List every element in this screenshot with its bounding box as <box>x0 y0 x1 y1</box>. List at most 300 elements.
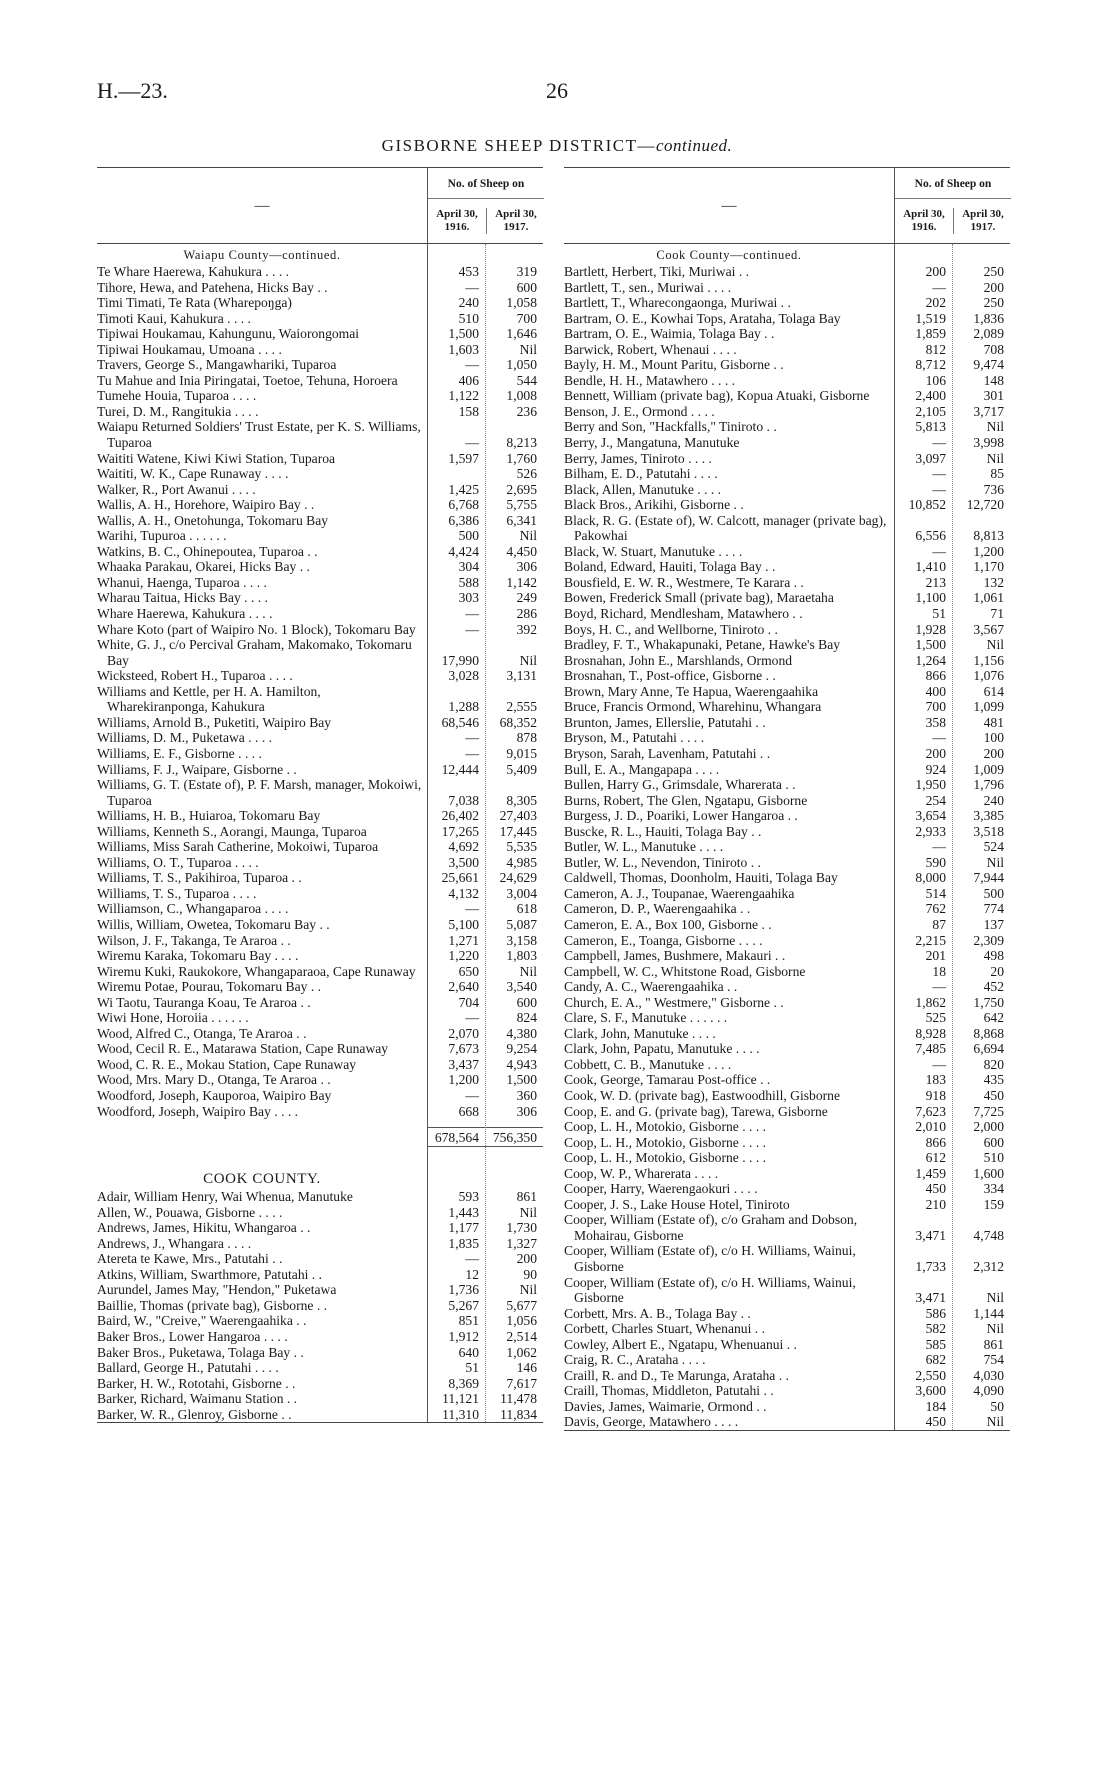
owner-name: Cameron, D. P., Waerengaahika . . <box>564 901 751 917</box>
owner-name: Atereta te Kawe, Mrs., Patutahi . . <box>97 1251 283 1267</box>
sheep-1917: 4,450 <box>506 543 537 559</box>
sheep-1916: 303 <box>458 590 479 606</box>
sheep-1916: 26,402 <box>441 808 479 824</box>
owner-name: Church, E. A., " Westmere," Gisborne . . <box>564 994 784 1010</box>
sheep-1916: 4,692 <box>448 839 479 855</box>
sheep-1916: — <box>465 435 479 451</box>
sheep-1917: Nil <box>519 528 537 544</box>
sheep-1917: 4,090 <box>973 1383 1004 1399</box>
sheep-1916: 17,265 <box>441 823 479 839</box>
sheep-1916: — <box>932 1056 946 1072</box>
sheep-1916: 593 <box>458 1189 479 1205</box>
table-row <box>564 342 1010 358</box>
owner-name: Wood, Alfred C., Otanga, Te Araroa . . <box>97 1025 307 1041</box>
owner-name: Wallis, A. H., Onetohunga, Tokomaru Bay <box>97 512 329 528</box>
table-row <box>97 326 543 342</box>
table-row <box>564 1026 1010 1042</box>
owner-name: Cook, George, Tamarau Post-office . . <box>564 1072 771 1088</box>
sheep-1917: 85 <box>990 466 1004 482</box>
sheep-1916: 5,100 <box>448 916 479 932</box>
owner-name: Allen, W., Pouawa, Gisborne . . . . <box>97 1204 283 1220</box>
owner-name: Whare Haerewa, Kahukura . . . . <box>97 606 273 622</box>
table-row <box>97 388 543 404</box>
sheep-1916: 1,862 <box>915 994 946 1010</box>
sheep-1917: 754 <box>983 1352 1004 1368</box>
sheep-1917: Nil <box>986 1290 1004 1306</box>
sheep-1916: 1,950 <box>915 777 946 793</box>
sheep-1917: 435 <box>983 1072 1004 1088</box>
owner-name: Williams, F. J., Waipare, Gisborne . . <box>97 761 297 777</box>
right-header-dash: — <box>721 198 737 214</box>
left-sheep-group <box>427 168 544 243</box>
sheep-1916: 1,459 <box>915 1165 946 1181</box>
table-row <box>564 637 1010 653</box>
sheep-1917: 1,142 <box>506 574 537 590</box>
sheep-1916: 400 <box>925 683 946 699</box>
left-col-1917: April 30, 1917. <box>486 208 545 234</box>
owner-name: Williams, Arnold B., Puketiti, Waipiro Bay <box>97 714 332 730</box>
sheep-1917: 2,089 <box>973 326 1004 342</box>
table-row <box>564 933 1010 949</box>
sheep-1917: 526 <box>516 466 537 482</box>
table-row <box>97 1205 543 1221</box>
sheep-1916: 700 <box>925 699 946 715</box>
table-row <box>564 824 1010 840</box>
sheep-1917: 2,695 <box>506 481 537 497</box>
owner-name: Wiremu Kuki, Raukokore, Whangaparaoa, Cape Runaway <box>97 963 416 979</box>
sheep-1916: 1,200 <box>448 1072 479 1088</box>
sheep-1916: 1,912 <box>448 1329 479 1344</box>
right-entry-list <box>564 264 1010 1430</box>
owner-name: Whaaka Parakau, Okarei, Hicks Bay . . <box>97 559 310 575</box>
left-entry-list-2 <box>97 1189 543 1422</box>
sheep-1916: 514 <box>925 885 946 901</box>
owner-name: Coop, L. H., Motokio, Gisborne . . . . <box>564 1150 767 1166</box>
sheep-1916: 450 <box>925 1414 946 1430</box>
table-row <box>97 1282 543 1298</box>
sheep-1916: 650 <box>458 963 479 979</box>
sheep-1917: 306 <box>516 559 537 575</box>
table-row <box>97 1313 543 1329</box>
owner-name: Craig, R. C., Arataha . . . . <box>564 1352 706 1368</box>
sheep-1917: 736 <box>983 481 1004 497</box>
owner-name: Boyd, Richard, Mendlesham, Matawhero . . <box>564 606 803 622</box>
sheep-1916: 7,038 <box>448 792 479 808</box>
right-table-body <box>564 244 1010 1431</box>
table-row <box>564 326 1010 342</box>
table-row <box>97 1026 543 1042</box>
table-row <box>564 497 1010 513</box>
sheep-1916: 1,288 <box>448 699 479 715</box>
sheep-1916: 87 <box>932 916 946 932</box>
sheep-1917: 1,646 <box>506 326 537 342</box>
table-row <box>564 451 1010 467</box>
table-row <box>564 1010 1010 1026</box>
right-group-title: No. of Sheep on <box>895 168 1011 199</box>
table-row <box>97 1391 543 1407</box>
table-row <box>97 264 543 280</box>
title-continued: continued. <box>656 136 733 155</box>
sheep-1917: 642 <box>983 1010 1004 1026</box>
owner-name: Bowen, Frederick Small (private bag), Maraetaha <box>564 590 834 606</box>
sheep-1917: 544 <box>516 372 537 388</box>
sheep-1916: 762 <box>925 901 946 917</box>
table-row <box>97 497 543 513</box>
owner-name: Williams, T. S., Tuparoa . . . . <box>97 885 257 901</box>
owner-name: Bartram, O. E., Kowhai Tops, Arataha, Tolaga Bay <box>564 310 841 326</box>
table-row <box>564 653 1010 669</box>
sheep-1916: 682 <box>925 1352 946 1368</box>
sheep-1916: 1,220 <box>448 948 479 964</box>
sheep-1916: 254 <box>925 792 946 808</box>
table-row <box>564 1181 1010 1197</box>
sheep-1916: — <box>932 543 946 559</box>
sheep-1917: 240 <box>983 792 1004 808</box>
sheep-1916: 7,623 <box>915 1103 946 1119</box>
sheep-1917: 7,725 <box>973 1103 1004 1119</box>
owner-name: Cooper, J. S., Lake House Hotel, Tiniroto <box>564 1196 790 1212</box>
table-row <box>564 948 1010 964</box>
sheep-1917: 100 <box>983 730 1004 746</box>
sheep-1916: 1,736 <box>448 1282 479 1298</box>
sheep-1917: Nil <box>986 450 1004 466</box>
sheep-1916: 12 <box>465 1266 479 1282</box>
sheep-1917: 2,555 <box>506 699 537 715</box>
sheep-1917: 132 <box>983 574 1004 590</box>
table-row <box>97 404 543 420</box>
table-row <box>97 808 543 824</box>
sheep-1916: 2,933 <box>915 823 946 839</box>
sheep-1917: 11,478 <box>500 1391 537 1407</box>
owner-name: Whanui, Haenga, Tuparoa . . . . <box>97 574 267 590</box>
sheep-1917: 200 <box>983 279 1004 295</box>
sheep-1917: Nil <box>986 1321 1004 1337</box>
table-row <box>564 1072 1010 1088</box>
sheep-1916: 11,121 <box>442 1391 479 1407</box>
owner-name: Brown, Mary Anne, Te Hapua, Waerengaahika <box>564 683 819 699</box>
sheep-1916: 1,425 <box>448 481 479 497</box>
table-row <box>97 311 543 327</box>
owner-name: Williams and Kettle, per H. A. Hamilton, Wharekiranponga, Kahukura <box>97 683 321 715</box>
table-row <box>564 357 1010 373</box>
sheep-1916: 8,369 <box>448 1375 479 1391</box>
table-row <box>564 1383 1010 1399</box>
sheep-1916: 586 <box>925 1305 946 1321</box>
sheep-1916: 3,471 <box>915 1290 946 1306</box>
sheep-1916: — <box>932 839 946 855</box>
table-row <box>564 762 1010 778</box>
table-row <box>564 311 1010 327</box>
sheep-1917: 1,327 <box>506 1235 537 1251</box>
owner-name: Corbett, Mrs. A. B., Tolaga Bay . . <box>564 1305 751 1321</box>
sheep-1916: 612 <box>925 1150 946 1166</box>
table-row <box>564 1212 1010 1243</box>
owner-name: Black, R. G. (Estate of), W. Calcott, manager (private bag), Pakowhai <box>564 512 887 544</box>
sheep-1916: 8,000 <box>915 870 946 886</box>
sheep-1916: 3,028 <box>448 668 479 684</box>
sheep-1916: 1,122 <box>448 388 479 404</box>
owner-name: Black, Allen, Manutuke . . . . <box>564 481 722 497</box>
owner-name: Cooper, Harry, Waerengaokuri . . . . <box>564 1181 758 1197</box>
sheep-1917: 12,720 <box>966 497 1004 513</box>
sheep-1917: 1,099 <box>973 699 1004 715</box>
left-header-dash: — <box>254 198 270 214</box>
owner-name: Barwick, Robert, Whenaui . . . . <box>564 341 737 357</box>
sheep-1917: 861 <box>983 1336 1004 1352</box>
table-row <box>97 544 543 560</box>
right-col-1916: April 30, 1916. <box>903 208 945 233</box>
sheep-1917: 1,056 <box>506 1313 537 1329</box>
owner-name: Black Bros., Arikihi, Gisborne . . <box>564 497 744 513</box>
owner-name: Black, W. Stuart, Manutuke . . . . <box>564 543 743 559</box>
table-row <box>97 1041 543 1057</box>
sheep-1917: 1,009 <box>973 761 1004 777</box>
table-row <box>564 1414 1010 1430</box>
table-row <box>564 280 1010 296</box>
owner-name: Wicksteed, Robert H., Tuparoa . . . . <box>97 668 293 684</box>
sheep-1917: 600 <box>516 279 537 295</box>
sheep-1916: 640 <box>458 1344 479 1360</box>
owner-name: Woodford, Joseph, Waipiro Bay . . . . <box>97 1103 299 1119</box>
sheep-1917: 3,158 <box>506 932 537 948</box>
table-row <box>564 684 1010 700</box>
table-row <box>564 1119 1010 1135</box>
owner-name: Baillie, Thomas (private bag), Gisborne . . <box>97 1297 328 1313</box>
sheep-1916: 304 <box>458 559 479 575</box>
owner-name: Wood, C. R. E., Mokau Station, Cape Runaway <box>97 1056 357 1072</box>
sheep-1917: 392 <box>516 621 537 637</box>
sheep-1917: 148 <box>983 372 1004 388</box>
sheep-1916: — <box>465 1087 479 1103</box>
owner-name: Berry, James, Tiniroto . . . . <box>564 450 712 466</box>
sheep-1917: 3,567 <box>973 621 1004 637</box>
document-code: H.—23. <box>97 78 168 103</box>
sheep-1916: 200 <box>925 264 946 279</box>
sheep-1916: 213 <box>925 574 946 590</box>
table-row <box>97 933 543 949</box>
owner-name: Aurundel, James May, "Hendon," Puketawa <box>97 1282 337 1298</box>
table-row <box>564 901 1010 917</box>
sheep-1917: 600 <box>983 1134 1004 1150</box>
sheep-1916: 51 <box>932 606 946 622</box>
sheep-1917: 774 <box>983 901 1004 917</box>
sheep-1916: — <box>932 481 946 497</box>
sheep-1916: 10,852 <box>908 497 946 513</box>
table-row <box>97 1376 543 1392</box>
sheep-1917: 20 <box>990 963 1004 979</box>
sheep-1916: 6,768 <box>448 497 479 513</box>
owner-name: Cooper, William (Estate of), c/o H. Williams, Wainui, Gisborne <box>564 1274 856 1306</box>
table-row <box>97 995 543 1011</box>
owner-name: Clark, John, Manutuke . . . . <box>564 1025 716 1041</box>
owner-name: Bayly, H. M., Mount Paritu, Gisborne . . <box>564 357 784 373</box>
table-row <box>97 979 543 995</box>
table-row <box>564 544 1010 560</box>
table-row <box>97 528 543 544</box>
sheep-1916: 918 <box>925 1087 946 1103</box>
table-row <box>564 1135 1010 1151</box>
sheep-1916: 812 <box>925 341 946 357</box>
sheep-1916: 6,386 <box>448 512 479 528</box>
owner-name: Bartlett, Herbert, Tiki, Muriwai . . <box>564 264 750 279</box>
table-row <box>564 808 1010 824</box>
owner-name: Wiremu Karaka, Tokomaru Bay . . . . <box>97 948 299 964</box>
table-row <box>97 886 543 902</box>
owner-name: Buscke, R. L., Hauiti, Tolaga Bay . . <box>564 823 762 839</box>
sheep-1916: — <box>465 745 479 761</box>
sheep-1916: 450 <box>925 1181 946 1197</box>
sheep-1917: 319 <box>516 264 537 279</box>
sheep-1917: Nil <box>986 637 1004 653</box>
table-row <box>97 357 543 373</box>
owner-name: Williams, E. F., Gisborne . . . . <box>97 745 262 761</box>
sheep-1916: — <box>465 606 479 622</box>
sheep-1916: 202 <box>925 295 946 311</box>
sheep-1917: 524 <box>983 839 1004 855</box>
table-row <box>97 1104 543 1120</box>
sheep-1916: 4,424 <box>448 543 479 559</box>
sheep-1917: 481 <box>983 714 1004 730</box>
sheep-1916: 1,597 <box>448 450 479 466</box>
sheep-1917: 861 <box>516 1189 537 1205</box>
sheep-1916: 585 <box>925 1336 946 1352</box>
sheep-1917: 236 <box>516 403 537 419</box>
table-row <box>97 1251 543 1267</box>
sheep-1917: 3,717 <box>973 403 1004 419</box>
sheep-1916: 17,990 <box>441 652 479 668</box>
table-row <box>564 1088 1010 1104</box>
owner-name: Baker Bros., Lower Hangaroa . . . . <box>97 1329 288 1344</box>
owner-name: Tipiwai Houkamau, Kahungunu, Waiorongomai <box>97 326 360 342</box>
sheep-1916: — <box>465 621 479 637</box>
sheep-1916: 11,310 <box>442 1406 479 1422</box>
sheep-1917: 4,748 <box>973 1227 1004 1243</box>
page-title <box>0 136 1114 156</box>
sheep-1916: 2,105 <box>915 403 946 419</box>
owner-name: Cameron, A. J., Toupanae, Waerengaahika <box>564 885 795 901</box>
sheep-1916: 704 <box>458 994 479 1010</box>
table-row <box>97 1010 543 1026</box>
owner-name: Tumehe Houia, Tuparoa . . . . <box>97 388 257 404</box>
owner-name: Burns, Robert, The Glen, Ngatapu, Gisborne <box>564 792 808 808</box>
table-row <box>564 1243 1010 1274</box>
sheep-1917: 614 <box>983 683 1004 699</box>
owner-name: Bendle, H. H., Matawhero . . . . <box>564 372 736 388</box>
page-number: 26 <box>546 78 568 103</box>
owner-name: Butler, W. L., Manutuke . . . . <box>564 839 724 855</box>
table-row <box>564 435 1010 451</box>
table-row <box>97 839 543 855</box>
sheep-1917: Nil <box>986 854 1004 870</box>
table-row <box>97 730 543 746</box>
sheep-1916: 3,097 <box>915 450 946 466</box>
table-row <box>564 995 1010 1011</box>
sheep-1917: 1,730 <box>506 1220 537 1236</box>
sheep-1917: 1,760 <box>506 450 537 466</box>
sheep-1917: 4,985 <box>506 854 537 870</box>
sheep-1917: 27,403 <box>499 808 537 824</box>
owner-name: Williams, T. S., Pakihiroa, Tuparoa . . <box>97 870 302 886</box>
sheep-1917: 2,312 <box>973 1259 1004 1274</box>
sheep-1917: 700 <box>516 310 537 326</box>
sheep-1916: 1,733 <box>915 1259 946 1274</box>
sheep-1917: 878 <box>516 730 537 746</box>
owner-name: Atkins, William, Swarthmore, Patutahi . . <box>97 1266 322 1282</box>
owner-name: Wiremu Potae, Pourau, Tokomaru Bay . . <box>97 979 322 995</box>
table-row <box>564 1399 1010 1415</box>
sheep-1917: 4,380 <box>506 1025 537 1041</box>
sheep-1917: 4,943 <box>506 1056 537 1072</box>
sheep-1916: — <box>932 730 946 746</box>
sheep-1916: 7,673 <box>448 1041 479 1057</box>
sheep-1916: 1,519 <box>915 310 946 326</box>
sheep-1917: 1,008 <box>506 388 537 404</box>
left-table-header <box>97 168 543 244</box>
sheep-1917: 8,813 <box>973 528 1004 544</box>
sheep-1916: 106 <box>925 372 946 388</box>
sheep-1916: — <box>465 279 479 295</box>
table-row <box>97 964 543 980</box>
sheep-1917: 500 <box>983 885 1004 901</box>
sheep-1916: 1,443 <box>448 1204 479 1220</box>
sheep-1916: 2,215 <box>915 932 946 948</box>
owner-name: Cook, W. D. (private bag), Eastwoodhill, Gisborne <box>564 1087 840 1103</box>
right-sheep-group <box>894 168 1011 243</box>
sheep-1916: 406 <box>458 372 479 388</box>
owner-name: Cowley, Albert E., Ngatapu, Whenuanui . . <box>564 1336 797 1352</box>
sheep-1917: Nil <box>986 419 1004 435</box>
sheep-1916: 184 <box>925 1398 946 1414</box>
table-row <box>97 373 543 389</box>
owner-name: Baker Bros., Puketawa, Tolaga Bay . . <box>97 1344 304 1360</box>
sheep-1917: 301 <box>983 388 1004 404</box>
sheep-1917: 1,500 <box>506 1072 537 1088</box>
sheep-1916: — <box>932 466 946 482</box>
section-title: Waiapu County—continued. <box>183 248 341 262</box>
table-row <box>564 839 1010 855</box>
table-row <box>564 1352 1010 1368</box>
table-row <box>97 590 543 606</box>
table-row <box>564 668 1010 684</box>
owner-name: Williams, D. M., Puketawa . . . . <box>97 730 273 746</box>
table-row <box>97 777 543 808</box>
sheep-1917: 9,015 <box>506 745 537 761</box>
sheep-1917: 200 <box>516 1251 537 1267</box>
sheep-1917: 1,156 <box>973 652 1004 668</box>
sheep-1916: 2,640 <box>448 979 479 995</box>
table-row <box>564 575 1010 591</box>
owner-name: Travers, George S., Mangawhariki, Tuparoa <box>97 357 337 373</box>
sheep-1917: 1,836 <box>973 310 1004 326</box>
sheep-1917: 286 <box>516 606 537 622</box>
owner-name: Willis, William, Owetea, Tokomaru Bay . . <box>97 916 330 932</box>
table-row <box>97 1329 543 1345</box>
owner-name: Clark, John, Papatu, Manutuke . . . . <box>564 1041 760 1057</box>
sheep-1917: 1,750 <box>973 994 1004 1010</box>
table-row <box>564 1321 1010 1337</box>
table-row <box>97 559 543 575</box>
owner-name: Candy, A. C., Waerengaahika . . <box>564 979 738 995</box>
right-table-header <box>564 168 1010 244</box>
table-row <box>97 1057 543 1073</box>
sheep-1916: — <box>465 357 479 373</box>
sheep-1917: Nil <box>519 1282 537 1298</box>
sheep-1917: 146 <box>516 1360 537 1376</box>
owner-name: Williams, O. T., Tuparoa . . . . <box>97 854 259 870</box>
sheep-1917: 510 <box>983 1150 1004 1166</box>
sheep-1916: 1,410 <box>915 559 946 575</box>
table-row <box>564 1150 1010 1166</box>
